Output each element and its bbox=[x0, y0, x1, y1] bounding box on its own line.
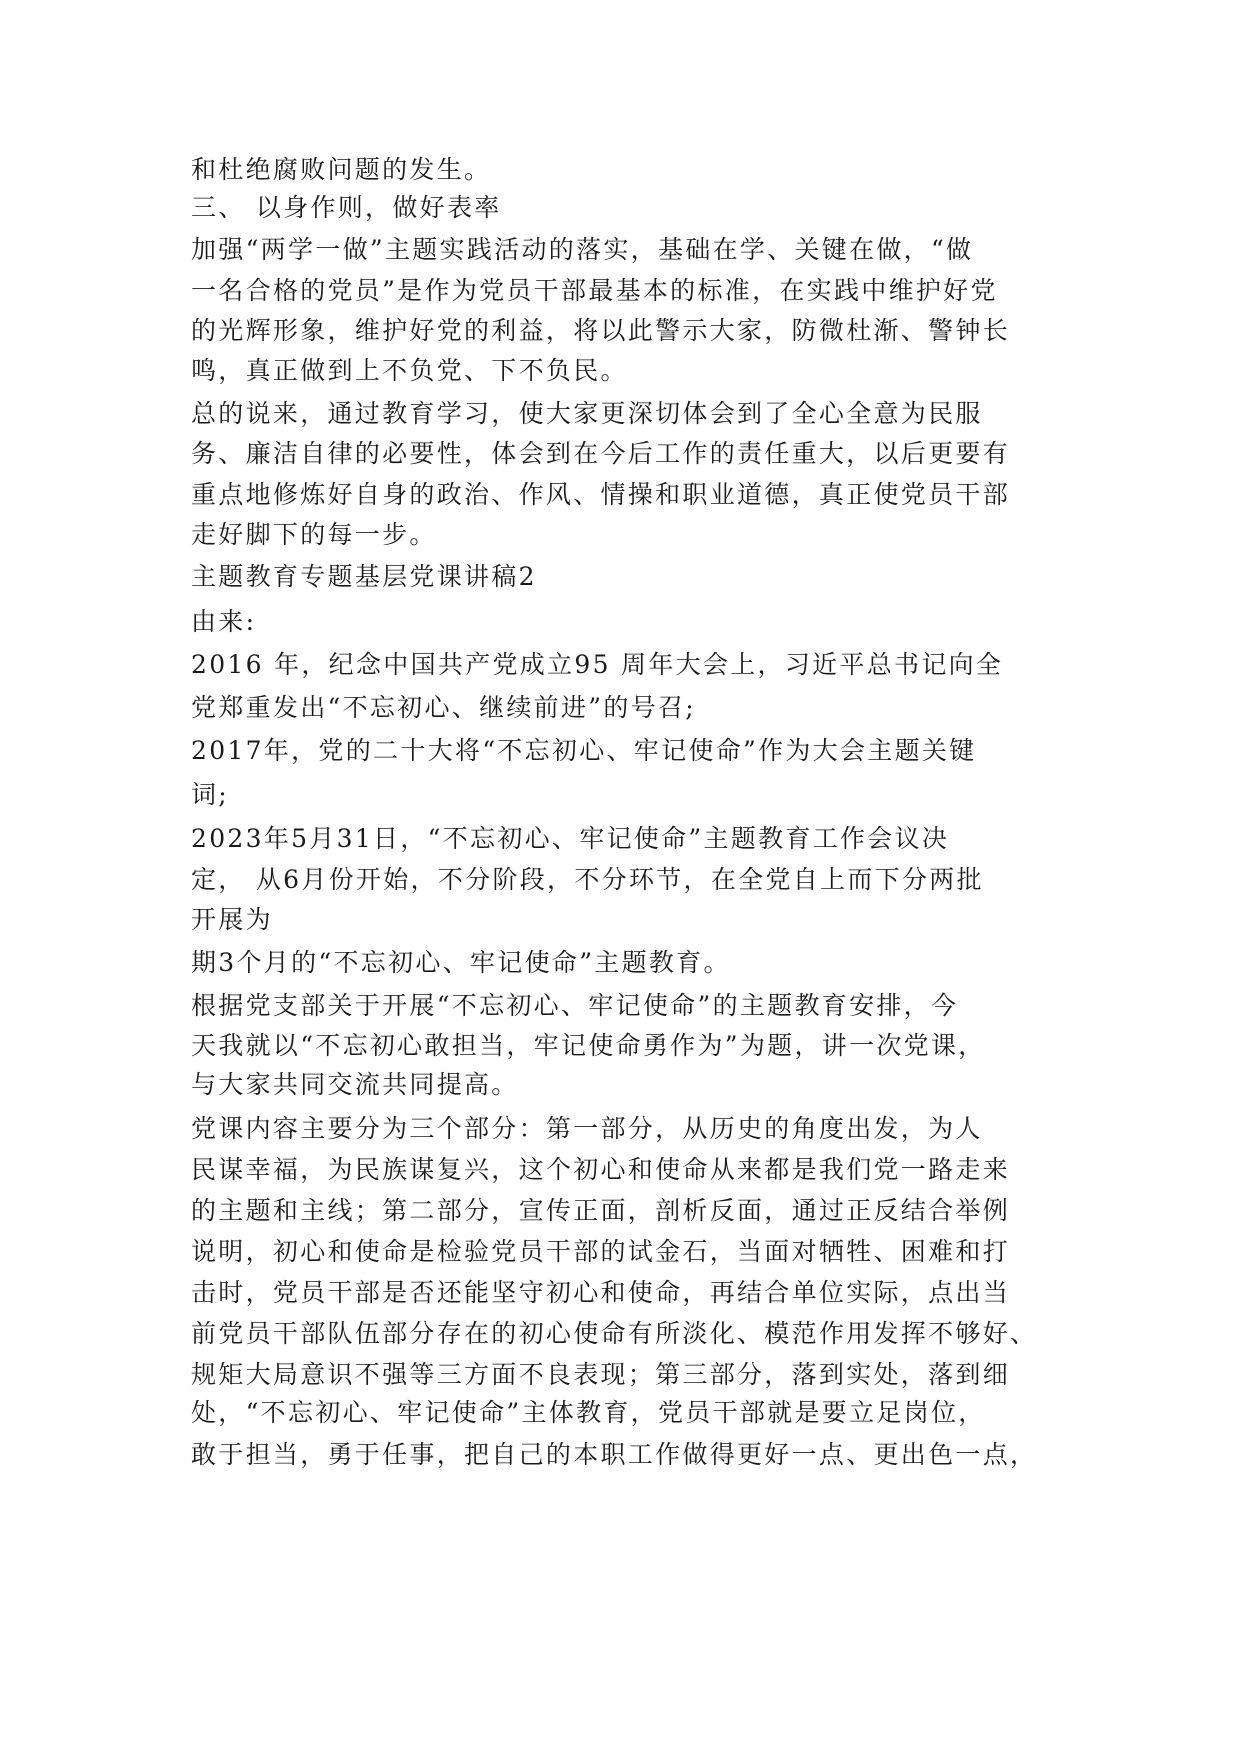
text-line: 击时，党员干部是否还能坚守初心和使命，再结合单位实际，点出当 bbox=[191, 1278, 1011, 1307]
text-line: 的主题和主线；第二部分，宣传正面，剖析反面，通过正反结合举例 bbox=[191, 1196, 1011, 1225]
text-line: 2017年，党的二十大将“不忘初心、牢记使命”作为大会主题关键 bbox=[191, 736, 977, 765]
section-heading: 三、 以身作则，做好表率 bbox=[191, 193, 502, 222]
text-line: 2016 年，纪念中国共产党成立95 周年大会上，习近平总书记向全 bbox=[191, 650, 1004, 679]
text-line: 总的说来，通过教育学习，使大家更深切体会到了全心全意为民服 bbox=[191, 399, 983, 428]
text-line: 定， 从6月份开始，不分阶段，不分环节，在全党自上而下分两批 bbox=[191, 865, 984, 894]
text-line: 天我就以“不忘初心敢担当，牢记使命勇作为”为题，讲一次党课， bbox=[191, 1031, 986, 1060]
text-line: 根据党支部关于开展“不忘初心、牢记使命”的主题教育安排，今 bbox=[191, 991, 959, 1020]
document-title: 主题教育专题基层党课讲稿2 bbox=[191, 562, 537, 591]
text-line: 开展为 bbox=[191, 905, 273, 934]
text-line: 走好脚下的每一步。 bbox=[191, 520, 437, 549]
text-line: 鸣，真正做到上不负党、下不负民。 bbox=[191, 356, 628, 385]
text-line: 由来: bbox=[191, 607, 257, 636]
text-line: 加强“两学一做”主题实践活动的落实，基础在学、关键在做，“做 bbox=[191, 235, 974, 264]
text-line: 敢于担当，勇于任事，把自己的本职工作做得更好一点、更出色一点， bbox=[191, 1440, 1038, 1469]
text-line: 民谋幸福，为民族谋复兴，这个初心和使命从来都是我们党一路走来 bbox=[191, 1155, 1011, 1184]
text-line: 2023年5月31日，“不忘初心、牢记使命”主题教育工作会议决 bbox=[191, 824, 950, 853]
text-line: 与大家共同交流共同提高。 bbox=[191, 1070, 519, 1099]
text-line: 期3个月的“不忘初心、牢记使命”主题教育。 bbox=[191, 948, 731, 977]
text-line: 党郑重发出“不忘初心、继续前进”的号召; bbox=[191, 693, 696, 722]
text-line: 说明，初心和使命是检验党员干部的试金石，当面对牺牲、困难和打 bbox=[191, 1237, 1011, 1266]
text-line: 一名合格的党员”是作为党员干部最基本的标准，在实践中维护好党 bbox=[191, 276, 998, 305]
text-line: 务、廉洁自律的必要性，体会到在今后工作的责任重大，以后更要有 bbox=[191, 439, 1011, 468]
text-line: 的光辉形象，维护好党的利益，将以此警示大家，防微杜渐、警钟长 bbox=[191, 316, 1011, 345]
text-line: 处，“不忘初心、牢记使命”主体教育，党员干部就是要立足岗位， bbox=[191, 1398, 986, 1427]
text-line: 重点地修炼好自身的政治、作风、情操和职业道德，真正使党员干部 bbox=[191, 480, 1011, 509]
text-line: 和杜绝腐败问题的发生。 bbox=[191, 155, 492, 184]
text-line: 党课内容主要分为三个部分：第一部分，从历史的角度出发，为人 bbox=[191, 1114, 983, 1143]
text-line: 词; bbox=[191, 780, 230, 809]
text-line: 规矩大局意识不强等三方面不良表现；第三部分，落到实处，落到细 bbox=[191, 1360, 1011, 1389]
text-line: 前党员干部队伍部分存在的初心使命有所淡化、模范作用发挥不够好、 bbox=[191, 1319, 1038, 1348]
